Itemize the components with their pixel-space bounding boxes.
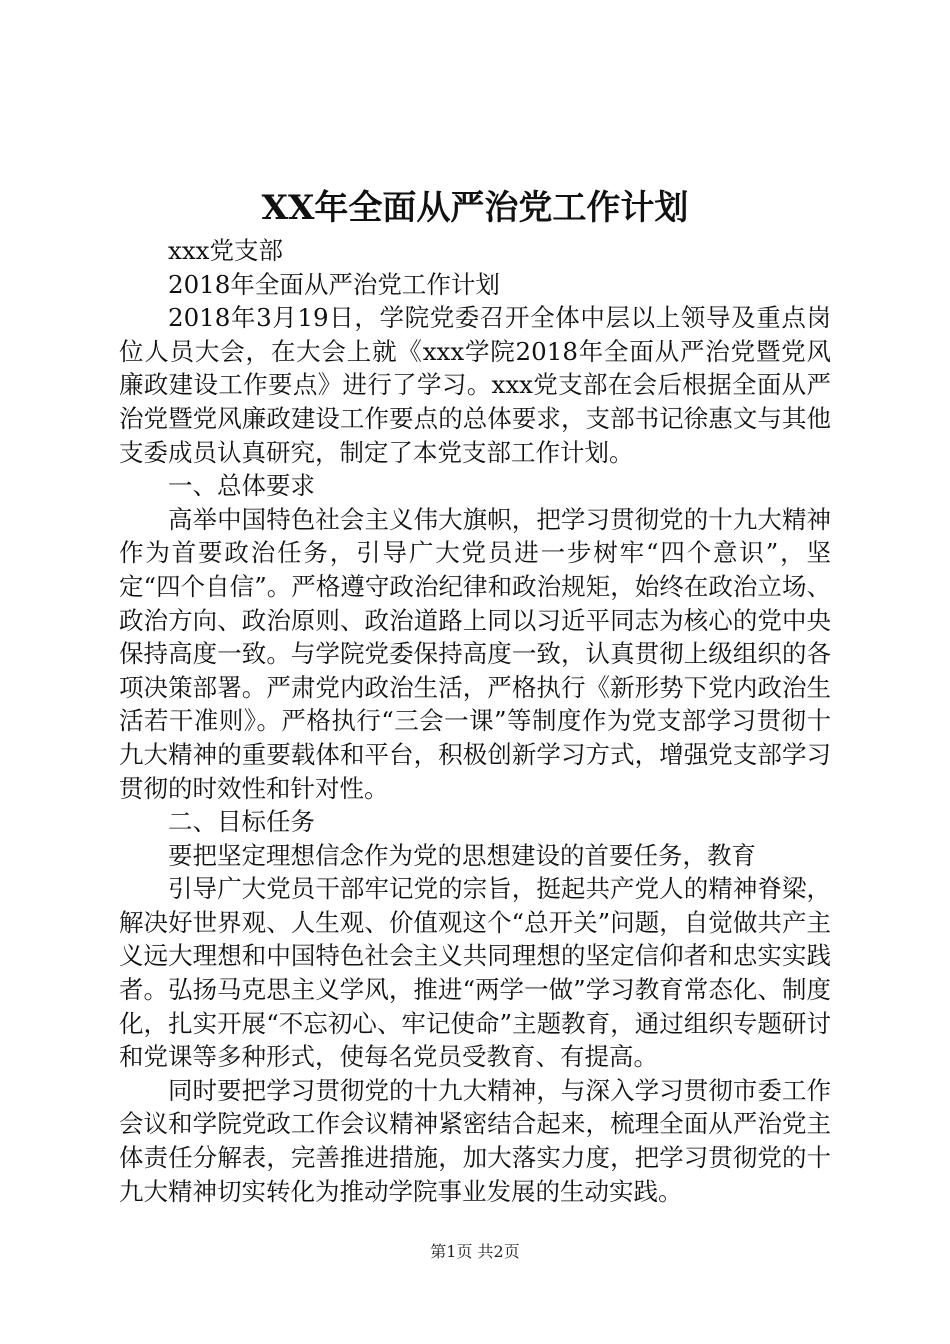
paragraph-org-name: xxx党支部 [168, 236, 283, 265]
paragraph-goals-body: 引导广大党员干部牢记党的宗旨，挺起共产党人的精神脊梁，解决好世界观、人生观、价值观这个“总开关”问题，自觉做共产主义远大理想和中国特色社会主义共同理想的坚定信仰者和忠实实践者。弘扬马克思主义学风，推进“两学一做”学习教育常态化、制度化，扎实开展“不忘初心、牢记使命”主题教育，通过组织专题研讨和党课等多种形式，使每名党员受教育、有提高。 [119, 874, 831, 1072]
section-heading-goals-tasks: 二、目标任务 [168, 807, 315, 837]
document-title: XX年全面从严治党工作计划 [261, 188, 689, 228]
paragraph-intro: 2018年3月19日，学院党委召开全体中层以上领导及重点岗位人员大会，在大会上就《xxx学院2018年全面从严治党暨党风廉政建设工作要点》进行了学习。xxx党支部在会后根据全面从严治党暨党风廉政建设工作要点的总体要求，支部书记徐惠文与其他支委成员认真研究，制定了本党支部工作计划。 [119, 303, 831, 467]
paragraph-goals-lead: 要把坚定理想信念作为党的思想建设的首要任务，教育 [168, 840, 756, 870]
paragraph-general-requirements: 高举中国特色社会主义伟大旗帜，把学习贯彻党的十九大精神作为首要政治任务，引导广大党员进一步树牢“四个意识”，坚定“四个自信”。严格遵守政治纪律和政治规矩，始终在政治立场、政治方向、政治原则、政治道路上同以习近平同志为核心的党中央保持高度一致。与学院党委保持高度一致，认真贯彻上级组织的各项决策部署。严肃党内政治生活，严格执行《新形势下党内政治生活若干准则》。严格执行“三会一课”等制度作为党支部学习贯彻十九大精神的重要载体和平台，积极创新学习方式，增强党支部学习贯彻的时效性和针对性。 [119, 504, 831, 803]
paragraph-plan-title: 2018年全面从严治党工作计划 [168, 269, 500, 299]
paragraph-goals-closing: 同时要把学习贯彻党的十九大精神，与深入学习贯彻市委工作会议和学院党政工作会议精神紧密结合起来，梳理全面从严治党主体责任分解表，完善推进措施，加大落实力度，把学习贯彻党的十九大精神切实转化为推动学院事业发展的生动实践。 [119, 1075, 831, 1206]
section-heading-general-requirements: 一、总体要求 [168, 471, 315, 501]
page-footer: 第1页 共2页 [430, 1242, 520, 1261]
document-body [119, 234, 831, 1208]
